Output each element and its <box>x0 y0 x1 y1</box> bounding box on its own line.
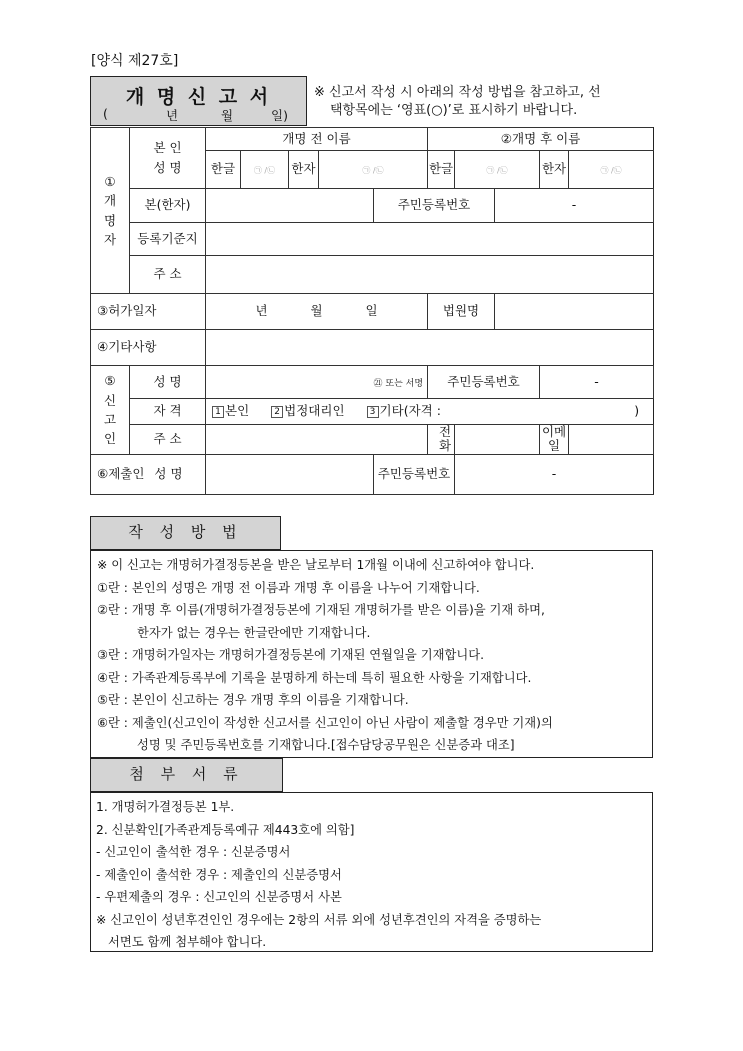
method-heading-box <box>90 516 281 550</box>
page-title: 개 명 신 고 서 <box>125 86 272 108</box>
method-line: ④란 : 가족관계등록부에 기록을 분명하게 하는데 특히 필요한 사항을 기재합니다. <box>97 670 532 685</box>
email-label: 이메일 <box>540 425 569 455</box>
bon-input[interactable] <box>206 189 374 223</box>
after-hangul-label: 한글 <box>428 151 455 189</box>
sign-hint: ㉠ /㉡ <box>362 166 384 176</box>
opt1-checkbox[interactable]: 1 <box>212 406 224 418</box>
before-name-header: 개명 전 이름 <box>206 128 428 151</box>
section1-label <box>91 128 130 294</box>
attach-list <box>96 796 652 954</box>
before-hanja-input[interactable] <box>319 151 428 189</box>
permit-day: 일 <box>365 303 378 319</box>
rrn-dash: - <box>594 373 599 389</box>
method-heading: 작 성 방 법 <box>128 523 243 541</box>
section5-num: ⑤ <box>104 373 116 389</box>
attach-line: 2. 신분확인[가족관계등록예규 제443호에 의함] <box>96 822 355 837</box>
sign-hint: ㉠ /㉡ <box>253 166 276 176</box>
before-hangul-label: 한글 <box>206 151 241 189</box>
method-box <box>90 550 653 758</box>
notice <box>314 84 601 120</box>
after-hanja-label: 한자 <box>540 151 569 189</box>
qualification-label: 자 격 <box>130 399 206 425</box>
bon-label: 본(한자) <box>130 189 206 223</box>
address-input[interactable] <box>206 256 654 294</box>
other-input[interactable] <box>206 330 654 366</box>
reporter-rrn-label: 주민등록번호 <box>428 366 540 399</box>
submitter-name-input[interactable] <box>206 454 374 494</box>
section5-char-3: 인 <box>103 431 117 447</box>
section1-char-2: 명 <box>103 212 117 228</box>
submitter-name-label: 성 명 <box>154 466 183 482</box>
method-line: ③란 : 개명허가일자는 개명허가결정등본에 기재된 연월일을 기재합니다. <box>97 648 485 662</box>
attach-heading-box <box>90 758 283 792</box>
reporter-address-label: 주 소 <box>130 425 206 455</box>
court-label: 법원명 <box>428 294 495 330</box>
method-line: ②란 : 개명 후 이름(개명허가결정등본에 기재된 개명허가를 받은 이름)을 기재 하며, <box>97 603 545 617</box>
method-line: ※ 이 신고는 개명허가결정등본을 받은 날로부터 1개월 이내에 신고하여야 합니다. <box>97 558 535 572</box>
section5-char-1: 신 <box>103 392 117 408</box>
attach-line: - 우편제출의 경우 : 신고인의 신분증명서 사본 <box>96 890 342 904</box>
qualification-options <box>206 399 654 425</box>
section5-label <box>91 366 130 455</box>
sign-hint: ㉠ /㉡ <box>486 166 508 176</box>
rrn-dash: - <box>551 466 557 482</box>
opt3-close: ) <box>634 403 640 419</box>
reg-base-label: 등록기준지 <box>130 223 206 256</box>
court-input[interactable] <box>495 294 654 330</box>
method-line: ⑤란 : 본인이 신고하는 경우 개명 후의 이름을 기재합니다. <box>97 693 409 707</box>
date-month: 월 <box>221 108 234 123</box>
sign-or-seal: ㉑ 또는 서명 <box>373 378 424 389</box>
self-label: 본 인 <box>153 140 182 155</box>
submitter-title: ⑥제출인 <box>97 466 145 482</box>
opt3-label: 기타(자격 : <box>379 403 441 419</box>
section1-char-3: 자 <box>103 231 117 247</box>
rrn-input[interactable] <box>495 189 654 223</box>
submitter-label <box>91 454 206 494</box>
section5-char-2: 고 <box>103 411 117 427</box>
submitter-rrn-input[interactable] <box>455 454 654 494</box>
section1-num: ① <box>104 173 116 189</box>
attach-line: 서면도 함께 첨부해야 합니다. <box>108 935 267 949</box>
email-input[interactable] <box>569 425 654 455</box>
date-day: 일) <box>271 108 288 123</box>
attach-box <box>90 792 653 952</box>
reporter-name-label: 성 명 <box>130 366 206 399</box>
other-label: ④기타사항 <box>91 330 206 366</box>
before-hangul-input[interactable] <box>241 151 289 189</box>
method-line: 성명 및 주민등록번호를 기재합니다.[접수담당공무원은 신분증과 대조] <box>137 738 515 752</box>
after-hanja-input[interactable] <box>569 151 654 189</box>
date-open-paren: ( <box>103 106 108 121</box>
permit-date-label: ③허가일자 <box>91 294 206 330</box>
method-line: 한자가 없는 경우는 한글란에만 기재합니다. <box>137 625 371 640</box>
section1-char-1: 개 <box>103 193 117 209</box>
opt2-label: 법정대리인 <box>284 403 345 419</box>
form-number: [양식 제27호] <box>91 53 179 69</box>
attach-line: - 제출인이 출석한 경우 : 제출인의 신분증명서 <box>96 867 342 882</box>
permit-month: 월 <box>310 303 323 319</box>
opt2-checkbox[interactable]: 2 <box>271 406 283 418</box>
attach-line: ※ 신고인이 성년후견인인 경우에는 2항의 서류 외에 성년후견인의 자격을 증명하는 <box>96 912 542 927</box>
address-label: 주 소 <box>130 256 206 294</box>
rrn-dash: - <box>571 197 577 213</box>
permit-date-input[interactable] <box>206 294 428 330</box>
after-name-header: ②개명 후 이름 <box>428 128 654 151</box>
date-year: 년 <box>166 108 179 123</box>
main-form-table <box>90 127 654 495</box>
reporter-rrn-input[interactable] <box>540 366 654 399</box>
opt3-checkbox[interactable]: 3 <box>367 406 379 418</box>
before-hanja-label: 한자 <box>289 151 319 189</box>
attach-line: - 신고인이 출석한 경우 : 신분증명서 <box>96 845 291 859</box>
method-list <box>97 554 652 757</box>
title-box <box>90 76 307 126</box>
method-line: ⑥란 : 제출인(신고인이 작성한 신고서를 신고인이 아닌 사람이 제출할 경우만 기재)의 <box>97 715 553 730</box>
attach-line: 1. 개명허가결정등본 1부. <box>96 800 235 814</box>
permit-year: 년 <box>255 303 268 319</box>
opt1-label: 본인 <box>225 403 250 419</box>
reporter-name-input[interactable] <box>206 366 428 399</box>
method-line: ①란 : 본인의 성명은 개명 전 이름과 개명 후 이름을 나누어 기재합니다. <box>97 580 480 595</box>
sign-hint: ㉠ /㉡ <box>600 166 622 176</box>
reg-base-input[interactable] <box>206 223 654 256</box>
phone-input[interactable] <box>455 425 540 455</box>
rrn-label: 주민등록번호 <box>374 189 495 223</box>
after-hangul-input[interactable] <box>455 151 540 189</box>
notice-line-2: 택항목에는 ‘영표(○)’로 표시하기 바랍니다. <box>330 103 578 118</box>
reporter-address-input[interactable] <box>206 425 428 455</box>
name-label: 성 명 <box>153 160 182 175</box>
self-name-label <box>130 128 206 189</box>
phone-label: 전화 <box>428 425 455 455</box>
attach-heading: 첨 부 서 류 <box>129 765 244 783</box>
notice-line-1: ※ 신고서 작성 시 아래의 작성 방법을 참고하고, 선 <box>314 85 601 100</box>
submitter-rrn-label: 주민등록번호 <box>374 454 455 494</box>
